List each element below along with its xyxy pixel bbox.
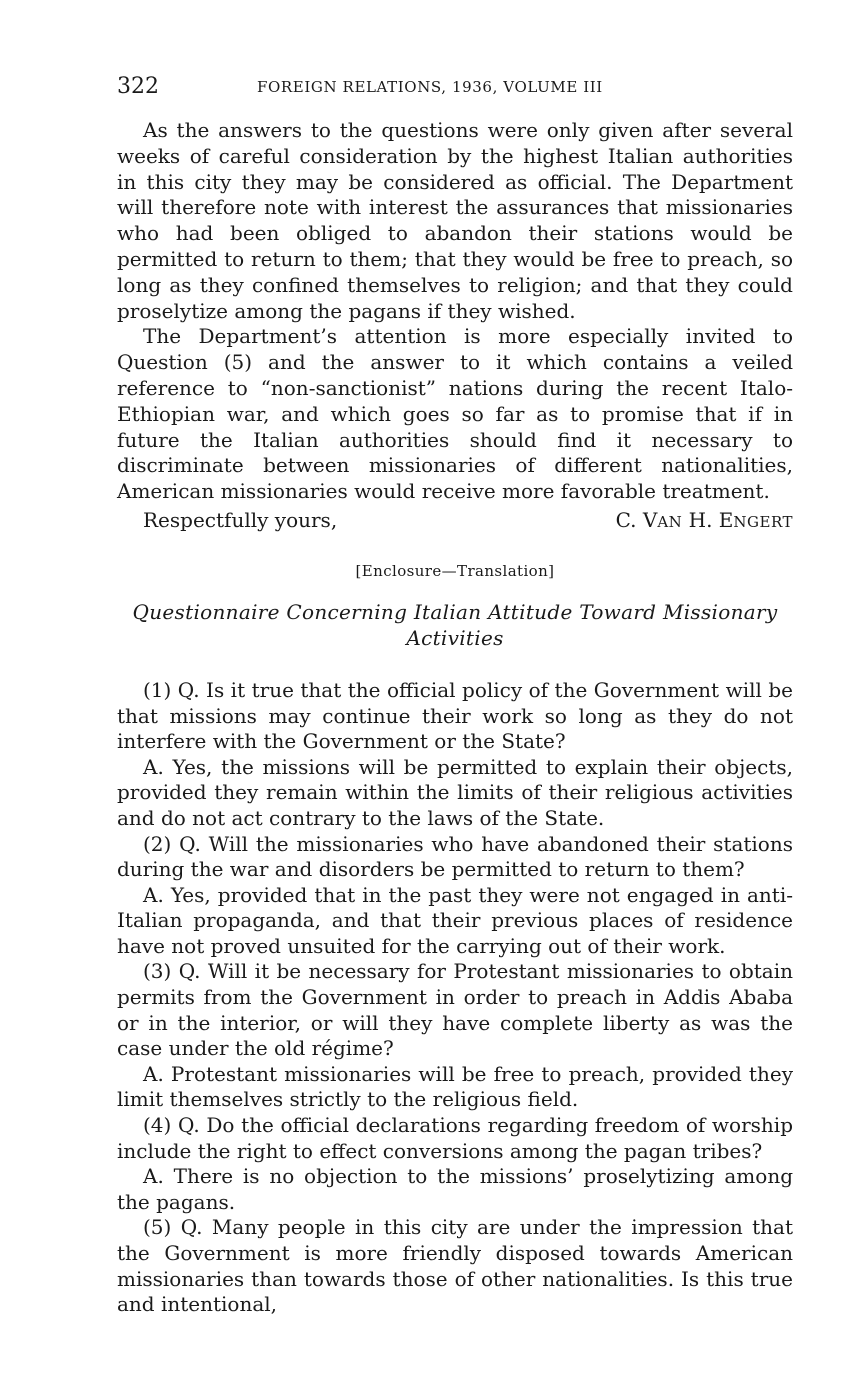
questionnaire-title: Questionnaire Concerning Italian Attitude Toward Missionary Activities — [132, 599, 778, 650]
answer: A. Yes, provided that in the past they were not engaged in anti-Italian propaganda, and that their previous places of residence have not proved unsuited for the carrying out of their work. — [117, 882, 793, 958]
letter-paragraph: As the answers to the questions were only given after several weeks of careful consideration by the highest Italian authorities in this city they may be considered as official. The Department will therefore note with interest the assurances that missionaries who had been obliged to abandon their stations would be permitted to return to them; that they would be free to preach, so long as they confined themselves to religion; and that they could proselytize among the pagans if they wished. — [117, 118, 793, 323]
page-number: 322 — [117, 74, 159, 99]
letter-closing — [117, 507, 793, 535]
page-body — [117, 118, 793, 1318]
answer: A. Protestant missionaries will be free to preach, provided they limit themselves strictly to the religious field. — [117, 1061, 793, 1112]
answer: A. Yes, the missions will be permitted to explain their objects, provided they remain within the limits of their religious activities and do not act contrary to the laws of the State. — [117, 754, 793, 830]
answer: A. There is no objection to the missions’ proselytizing among the pagans. — [117, 1164, 793, 1214]
question: (3) Q. Will it be necessary for Protestant missionaries to obtain permits from the Government in order to preach in Addis Ababa or in the interior, or will they have complete liberty as was the case under the old régime? — [117, 959, 793, 1061]
signature: C. VAN H. ENGERT — [615, 507, 793, 532]
complimentary-close: Respectfully yours, — [143, 507, 338, 532]
running-head: FOREIGN RELATIONS, 1936, VOLUME III — [257, 78, 603, 96]
page-header — [117, 74, 793, 100]
question: (2) Q. Will the missionaries who have abandoned their stations during the war and disorders be permitted to return to them? — [117, 831, 793, 882]
question: (4) Q. Do the official declarations regarding freedom of worship include the right to effect conversions among the pagan tribes? — [117, 1113, 793, 1163]
question: (5) Q. Many people in this city are under the impression that the Government is more friendly disposed towards American missionaries than towards those of other nationalities. Is this true and intentional, — [117, 1215, 793, 1317]
letter-paragraph: The Department’s attention is more especially invited to Question (5) and the answer to it which contains a veiled reference to “non-sanctionist” nations during the recent Italo-Ethiopian war, and which goes so far as to promise that if in future the Italian authorities should find it necessary to discriminate between missionaries of different nationalities, American missionaries would receive more favorable treatment. — [117, 324, 793, 504]
question: (1) Q. Is it true that the official policy of the Government will be that missions may continue their work so long as they do not interfere with the Government or the State? — [117, 677, 793, 754]
questionnaire — [117, 678, 793, 1318]
enclosure-label: [Enclosure—Translation] — [355, 561, 555, 580]
